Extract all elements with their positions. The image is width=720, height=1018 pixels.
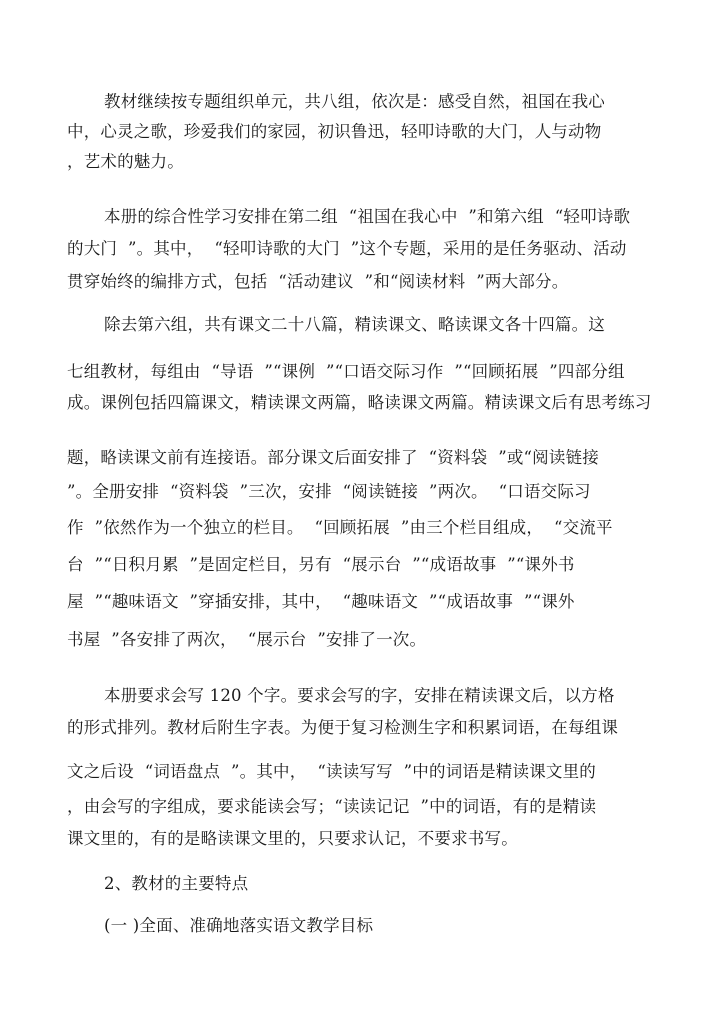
text-line: 作 ”依然作为一个独立的栏目。 “回顾拓展 ”由三个栏目组成， “交流平: [67, 518, 613, 537]
text-line: ”。全册安排 “资料袋 ”三次，安排 “阅读链接 ”两次。 “口语交际习: [67, 482, 591, 501]
text-line: 中，心灵之歌，珍爱我们的家园，初识鲁迅，轻叩诗歌的大门，人与动物: [67, 122, 602, 141]
text-line: 除去第六组，共有课文二十八篇，精读课文、略读课文各十四篇。这: [104, 315, 605, 334]
text-line: 成。课例包括四篇课文，精读课文两篇，略读课文两篇。精读课文后有思考练习: [67, 393, 652, 412]
text-line: 的大门 ”。其中， “轻叩诗歌的大门 ”这个专题，采用的是任务驱动、活动: [67, 239, 627, 258]
text-line: ，艺术的魅力。: [67, 152, 184, 171]
text-line: 的形式排列。教材后附生字表。为便于复习检测生字和积累词语，在每组课: [67, 718, 619, 737]
text-line: 文之后设 “词语盘点 ”。其中， “读读写写 ”中的词语是精读课文里的: [67, 762, 597, 781]
text-line: 书屋 ”各安排了两次， “展示台 ”安排了一次。: [67, 630, 427, 649]
text-line: ，由会写的字组成，要求能读会写；“读读记记 ”中的词语，有的是精读: [67, 797, 597, 816]
text-line: 屋 ”“趣味语文 ”穿插安排，其中， “趣味语文 ”“成语故事 ”“课外: [67, 592, 575, 611]
text-line: 台 ”“日积月累 ”是固定栏目，另有 “展示台 ”“成语故事 ”“课外书: [67, 555, 575, 574]
text-line: 本册要求会写 120 个字。要求会写的字，安排在精读课文后，以方格: [104, 686, 615, 705]
section-heading: 2、教材的主要特点: [104, 874, 249, 893]
subsection-heading: (一 )全面、准确地落实语文教学目标: [104, 916, 374, 935]
text-line: 题，略读课文前有连接语。部分课文后面安排了 “资料袋 ”或“阅读链接: [67, 448, 599, 467]
text-line: 本册的综合性学习安排在第二组 “祖国在我心中 ”和第六组 “轻叩诗歌: [104, 207, 631, 226]
text-line: 贯穿始终的编排方式，包括 “活动建议 ”和“阅读材料 ”两大部分。: [67, 272, 569, 291]
text-line: 教材继续按专题组织单元，共八组，依次是：感受自然，祖国在我心: [104, 92, 605, 111]
text-line: 课文里的，有的是略读课文里的，只要求认记，不要求书写。: [67, 829, 518, 848]
text-line: 七组教材，每组由 “导语 ”“课例 ”“口语交际习作 ”“回顾拓展 ”四部分组: [67, 362, 625, 381]
